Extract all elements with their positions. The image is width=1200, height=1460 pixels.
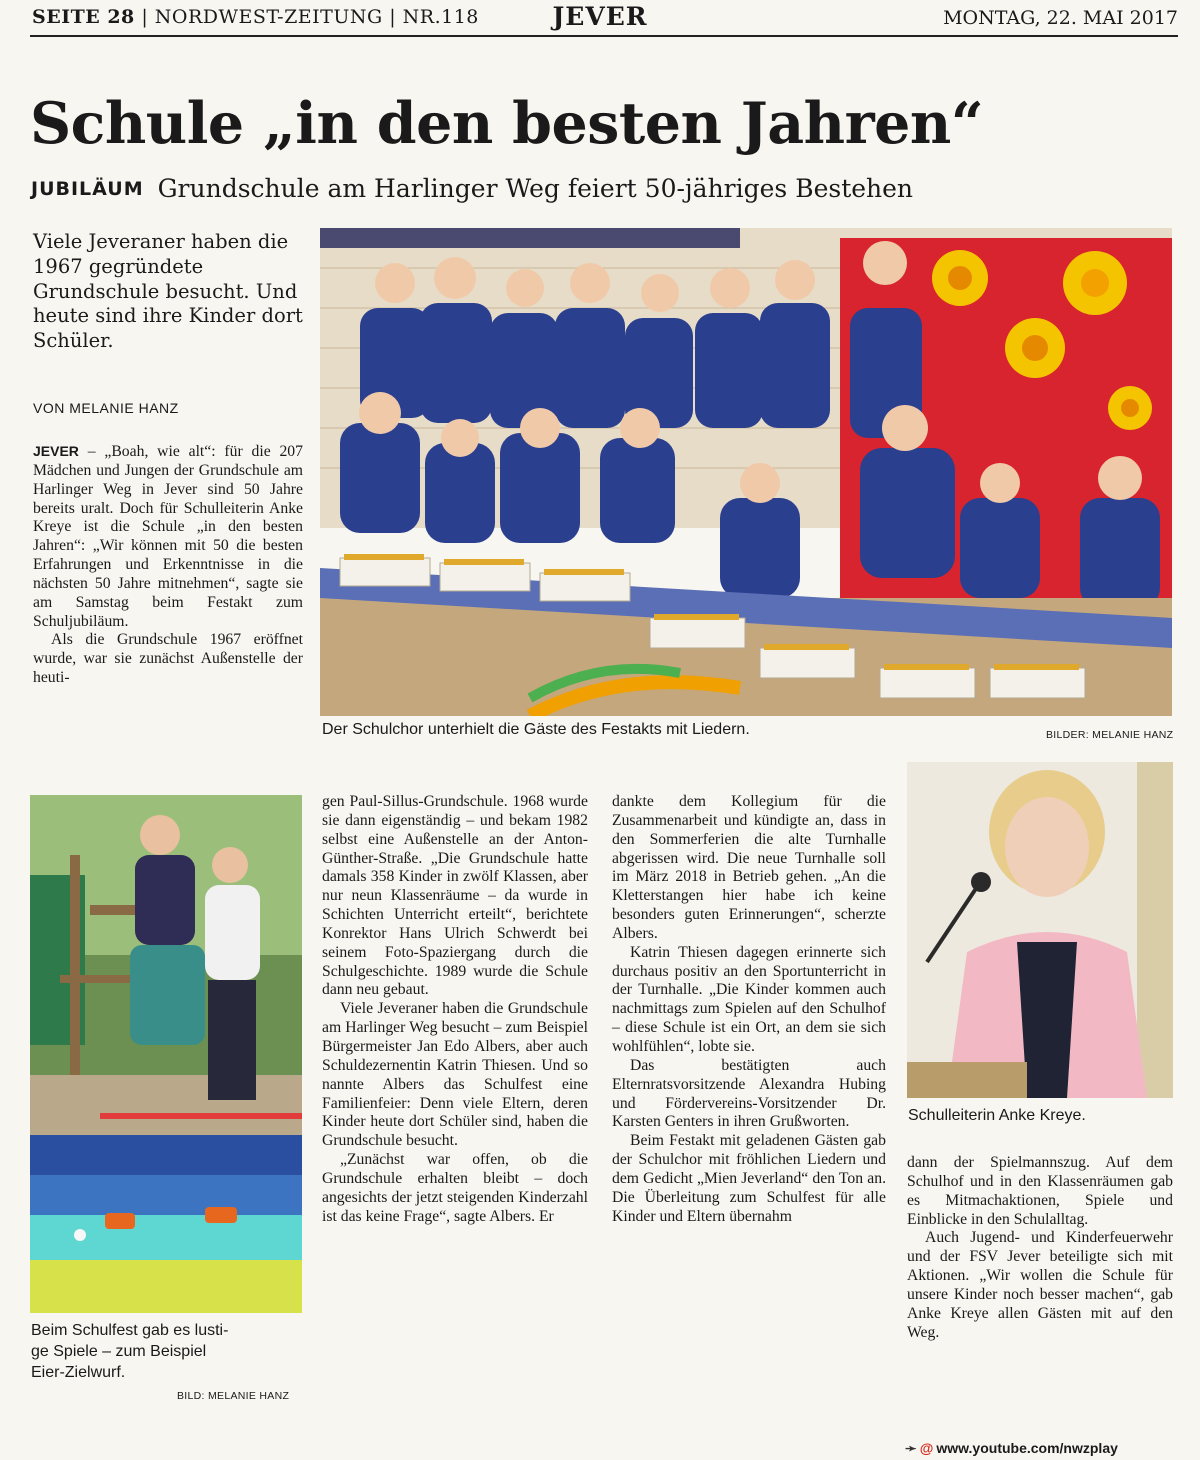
header-rule — [30, 35, 1178, 37]
boy-shirt — [135, 855, 195, 945]
egg-photo-credit: BILD: MELANIE HANZ — [177, 1390, 290, 1402]
microphone-icon — [971, 872, 991, 892]
at-icon: @ — [919, 1440, 934, 1456]
subheadline — [31, 174, 913, 203]
paragraph: Viele Jeveraner haben die Grundschule am Harlinger Weg besucht – zum Beispiel Bürgermeister Jan Edo Albers, aber auch Schuldezernentin Katrin Thiesen. Und so nannte Albers das Schulfest eine Familienfeier: Denn viele Eltern, deren Kinder heute dort Schüler sind, haben die Grundschule besucht. — [322, 1000, 588, 1150]
paragraph: – „Boah, wie alt“: für die 207 Mädchen und Jungen der Grundschule am Harlinger Weg in Jever sind 50 Jahre bereits uralt. Doch für Schulleiterin Anke Kreye ist die Schule „in den besten Jahren“: „Wir können mit 50 die besten Erfahrungen und Erkenntnisse in die nächsten 50 Jahre mitnehmen“, sagte sie am Samstag beim Festakt zum Schuljubiläum. — [33, 443, 303, 630]
main-photo-caption: Der Schulchor unterhielt die Gäste des Festakts mit Liedern. — [322, 721, 750, 738]
byline: VON MELANIE HANZ — [33, 400, 179, 416]
paragraph: Auch Jugend- und Kinderfeuerwehr und der FSV Jever beteiligte sich mit Aktionen. „Wir wollen die Schule für unsere Kinder noch besser machen“, gab Anke Kreye allen Gästen mit auf den Weg. — [907, 1229, 1173, 1341]
youtube-url[interactable]: www.youtube.com/nwzplay — [936, 1440, 1118, 1456]
paragraph: „Zunächst war offen, ob die Grundschule erhalten bleibt – doch angesichts der jetzt steigenden Kinderzahl ist das keine Frage“, sagte Albers. Er — [322, 1151, 588, 1225]
caption-line: ge Spiele – zum Beispiel — [31, 1343, 207, 1361]
paragraph: Als die Grundschule 1967 eröffnet wurde, war sie zunächst Außenstelle der heuti- — [33, 631, 303, 687]
paragraph: Das bestätigten auch Elternratsvorsitzende Alexandra Hubing und Fördervereins-Vorsitzender Dr. Karsten Genters in ihren Grußworten. — [612, 1056, 886, 1131]
article-column-3 — [612, 793, 886, 1226]
boy-jacket — [205, 885, 260, 980]
section-title: JEVER — [552, 2, 648, 31]
header-separator: | — [141, 6, 149, 28]
subtitle: Grundschule am Harlinger Weg feiert 50-jähriges Bestehen — [157, 174, 914, 203]
headline: Schule „in den besten Jahren“ — [30, 90, 984, 157]
article-column-4 — [907, 1154, 1173, 1342]
flower-icon — [1005, 318, 1065, 378]
dateline: JEVER — [33, 443, 79, 459]
egg-photo-caption — [31, 1320, 228, 1383]
paragraph: dankte dem Kollegium für die Zusammenarbeit und kündigte an, dass in den Sommerferien die alte Turnhalle abgerissen wird. Die neue Turnhalle soll im März 2018 in Betrieb gehen. „An die Kletterstangen hier habe ich keine besonders guten Erinnerungen“, scherzte Albers. — [612, 793, 886, 942]
paragraph: gen Paul-Sillus-Grundschule. 1968 wurde sie dann eigenständig – und bekam 1982 selbst eine Außenstelle an der Anton-Günther-Straße. „Die Grundschule hatte damals 358 Kinder in zwölf Klassen, aber nur neun Klassenräume – da wurde in Schichten Unterricht erteilt“, berichtete Konrektor Hans Ulrich Schwerdt bei seinem Foto-Spaziergang durch die Schulgeschichte. 1989 wurde die Schule dann neu gebaut. — [322, 793, 588, 999]
caption-line: Eier-Zielwurf. — [31, 1364, 126, 1382]
arrow-icon: ➛ — [905, 1440, 917, 1456]
youtube-link[interactable] — [905, 1440, 1118, 1457]
page-number: SEITE 28 — [32, 6, 135, 28]
intro-text: Viele Jeveraner haben die 1967 gegründete Grundschule besucht. Und heute sind ihre Kinder dort Schüler. — [33, 230, 303, 352]
choir-photo — [320, 228, 1172, 716]
paragraph: Beim Festakt mit geladenen Gästen gab der Schulchor mit fröhlichen Liedern und dem Gedicht „Mien Jeverland“ den Ton an. Die Überleitung zum Schulfest für alle Kinder und Eltern übernahm — [612, 1132, 886, 1225]
paragraph: Katrin Thiesen dagegen erinnerte sich durchaus positiv an den Sportunterricht in der Turnhalle. „Die Kinder kommen auch nachmittags zum Spielen auf den Schulhof – diese Schule ist ein Ort, an dem sie sich wohlfühlen“, lobte sie. — [612, 943, 886, 1055]
kicker: JUBILÄUM — [31, 178, 144, 200]
flower-icon — [932, 250, 988, 306]
article-column-1 — [33, 443, 303, 688]
main-photo-credit: BILDER: MELANIE HANZ — [1046, 729, 1174, 741]
newspaper-name: NORDWEST-ZEITUNG — [154, 6, 383, 28]
flower-icon — [1108, 386, 1152, 430]
principal-photo-caption: Schulleiterin Anke Kreye. — [908, 1107, 1086, 1124]
egg-throw-photo — [30, 795, 302, 1313]
paragraph: dann der Spielmannszug. Auf dem Schulhof und in den Klassenräumen gab es Mitmachaktionen, Spiele und Einblicke in den Schulalltag. — [907, 1154, 1173, 1228]
header-separator: | — [389, 6, 397, 28]
issue-number: NR.118 — [402, 6, 479, 28]
article-column-2 — [322, 793, 588, 1226]
principal-photo — [907, 762, 1173, 1098]
caption-line: Beim Schulfest gab es lusti- — [31, 1322, 229, 1339]
issue-date: MONTAG, 22. MAI 2017 — [943, 7, 1178, 29]
flower-icon — [1063, 251, 1127, 315]
